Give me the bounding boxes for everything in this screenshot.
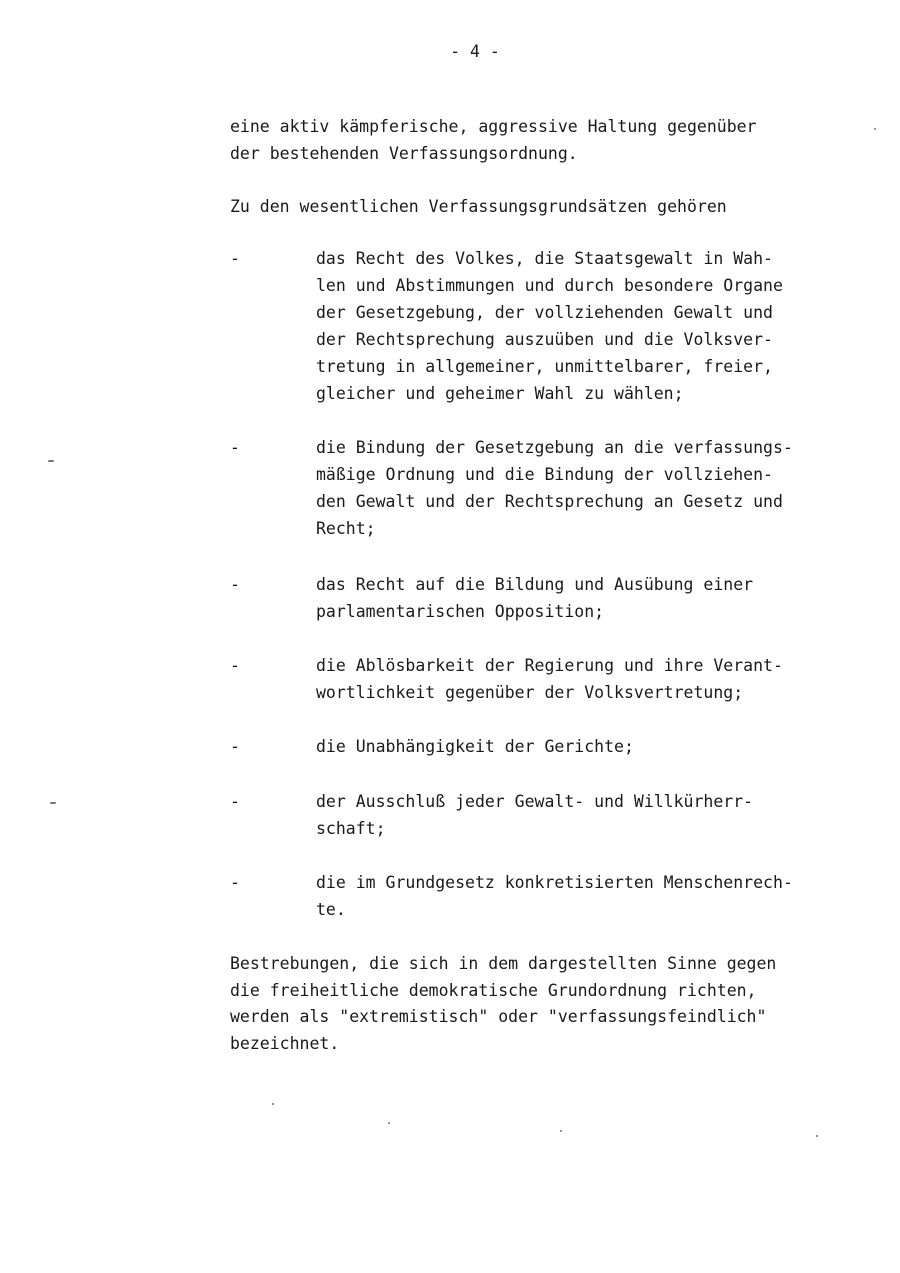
- scan-speck: [560, 1130, 562, 1132]
- intro-continuation: eine aktiv kämpferische, aggressive Haltung gegenüber der bestehenden Verfassungsordnung.: [230, 117, 757, 163]
- list-bullet: -: [230, 575, 240, 594]
- list-item-text: die im Grundgesetz konkretisierten Menschenrech- te.: [316, 873, 793, 919]
- page-number: - 4 -: [450, 42, 500, 61]
- list-item-text: das Recht auf die Bildung und Ausübung einer parlamentarischen Opposition;: [316, 575, 754, 621]
- scan-speck: [388, 1122, 390, 1124]
- list-item-text: die Unabhängigkeit der Gerichte;: [316, 737, 634, 756]
- intro-lead: Zu den wesentlichen Verfassungsgrundsätzen gehören: [230, 197, 727, 216]
- list-bullet: -: [230, 873, 240, 892]
- scan-speck: [816, 1135, 818, 1137]
- list-item-text: das Recht des Volkes, die Staatsgewalt in Wah- len und Abstimmungen und durch besondere Organe der Gesetzgebung, der vollziehenden Gewalt und der Rechtsprechung auszuüben und die Volksver- tretung in allgemeiner, unmittelbarer, freier, gleicher und geheimer Wahl zu wählen;: [316, 249, 783, 403]
- list-item-text: die Ablösbarkeit der Regierung und ihre Verant- wortlichkeit gegenüber der Volksvertretung;: [316, 656, 783, 702]
- closing-paragraph: Bestrebungen, die sich in dem dargestellten Sinne gegen die freiheitliche demokratische Grundordnung richten, werden als "extremistisch" oder "verfassungsfeindlich" bezeichnet.: [230, 954, 777, 1053]
- scan-speck: [874, 128, 876, 130]
- list-bullet: -: [230, 792, 240, 811]
- list-bullet: -: [230, 249, 240, 268]
- scan-speck: [50, 802, 56, 804]
- scan-speck: [272, 1103, 274, 1105]
- list-bullet: -: [230, 737, 240, 756]
- list-item-text: der Ausschluß jeder Gewalt- und Willkürherr- schaft;: [316, 792, 754, 838]
- list-item-text: die Bindung der Gesetzgebung an die verfassungs- mäßige Ordnung und die Bindung der vollziehen- den Gewalt und der Rechtsprechung an Gesetz und Recht;: [316, 438, 793, 538]
- scan-speck: [48, 460, 54, 462]
- list-bullet: -: [230, 438, 240, 457]
- list-bullet: -: [230, 656, 240, 675]
